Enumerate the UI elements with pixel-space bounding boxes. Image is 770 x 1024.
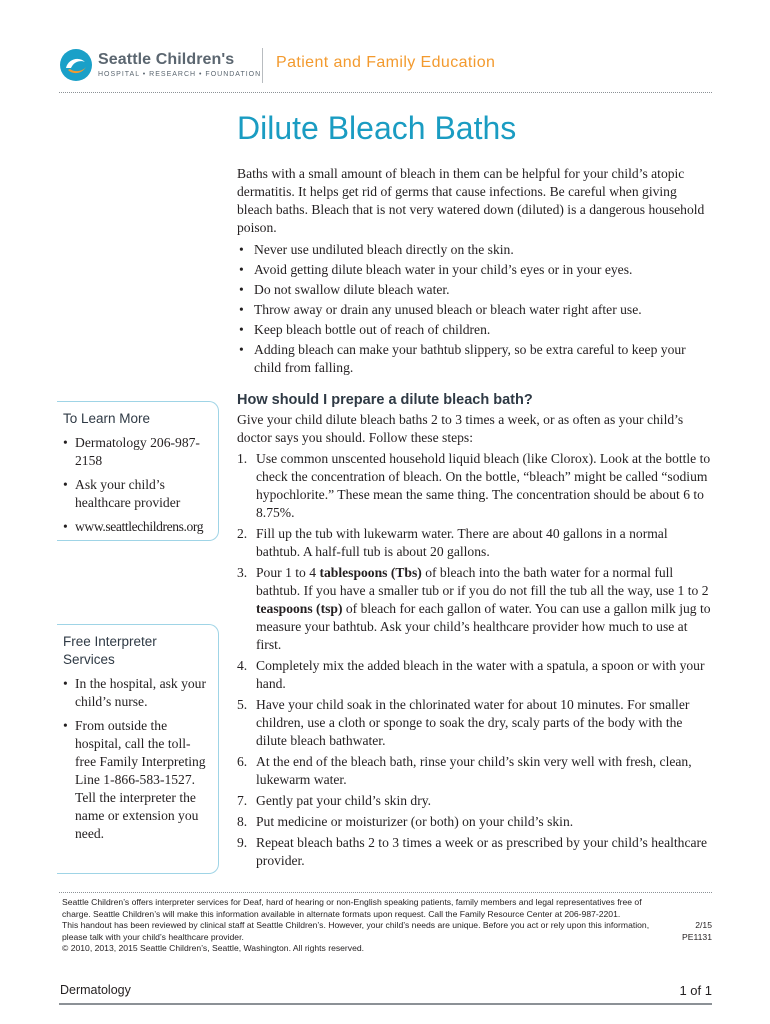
steps-list [237,450,715,870]
step-item: 7. Gently pat your child’s skin dry. [237,793,432,808]
footer-code [660,920,712,943]
learn-more-heading: To Learn More [63,411,151,426]
safety-list [237,241,715,377]
list-item: • Dermatology 206-987-2158 [63,434,210,470]
step-item: 6. At the end of the bleach bath, rinse your child’s skin very well with fresh, clean, lukewarm water. [237,754,692,787]
footer-rule [59,892,712,893]
footer-bar [59,1003,712,1005]
list-item: • Throw away or drain any unused bleach or bleach water right after use. [237,301,715,319]
learn-more-box [57,401,219,541]
header-divider [262,48,263,83]
step-item: 8. Put medicine or moisturizer (or both) on your child’s skin. [237,814,574,829]
list-item: • Ask your child’s healthcare provider [63,476,210,512]
steps-intro: Give your child dilute bleach baths 2 to 3 times a week, or as often as your child’s doctor says you should. Follow these steps: [237,412,684,445]
section-heading: How should I prepare a dilute bleach bath? [237,392,533,408]
list-item: • Avoid getting dilute bleach water in your child’s eyes or in your eyes. [237,261,715,279]
copyright: © 2010, 2013, 2015 Seattle Children’s, Seattle, Washington. All rights reserved. [62,943,365,953]
page-number: 1 of 1 [679,983,712,998]
list-item: • Do not swallow dilute bleach water. [237,281,715,299]
list-item: • Never use undiluted bleach directly on the skin. [237,241,715,259]
step-item: 3. Pour 1 to 4 tablespoons (Tbs) of bleach into the bath water for a normal full bathtub. If you have a smaller tub or if you do not fill the tub all the way, use 1 to 2 teaspoons (tsp) of bleach for each gallon of water. You can use a gallon milk jug to measure your bathtub. Ask your child’s healthcare provider how much to use at first. [237,565,711,652]
header-subtitle: Patient and Family Education [276,54,496,71]
interpreter-list [63,675,210,843]
list-item: • In the hospital, ask your child’s nurse. [63,675,210,711]
interpreter-box [57,624,219,874]
revision-date: 2/15 [695,920,712,930]
list-item: • Adding bleach can make your bathtub slippery, so be extra careful to keep your child from falling. [237,341,715,377]
org-logo [59,48,262,84]
list-item: • From outside the hospital, call the toll-free Family Interpreting Line 1-866-583-1527. Tell the interpreter the name or extension you need. [63,717,210,843]
department-label: Dermatology [60,983,131,997]
step-item: 5. Have your child soak in the chlorinated water for about 10 minutes. For smaller children, use a cloth or sponge to soak the dry, scaly parts of the body with the dilute bleach bathwater. [237,697,690,748]
review-notice: This handout has been reviewed by clinical staff at Seattle Children’s. However, your child’s needs are unique. Before you act or rely upon this information, please talk with your child’s healthcare provider. [62,920,650,942]
document-code: PE1131 [682,931,712,942]
website-link[interactable]: • www.seattlechildrens.org [63,518,210,536]
main-content [237,165,715,873]
org-tagline: HOSPITAL • RESEARCH • FOUNDATION [98,71,262,78]
step-item: 9. Repeat bleach baths 2 to 3 times a week or as prescribed by your child’s healthcare provider. [237,835,708,868]
interpreter-notice: Seattle Children’s offers interpreter services for Deaf, hard of hearing or non-English speaking patients, family members and legal representatives free of charge. Seattle Children’s will make this information available in alternate formats upon request. Call the Family Resource Center at 206-987-2201. [62,897,642,919]
step-item: 4. Completely mix the added bleach in the water with a spatula, a spoon or with your hand. [237,658,705,691]
list-item: • Keep bleach bottle out of reach of children. [237,321,715,339]
org-name: Seattle Children's [98,51,235,68]
header-rule [59,92,712,93]
footer-note [62,897,662,955]
intro-paragraph: Baths with a small amount of bleach in them can be helpful for your child’s atopic dermatitis. It helps get rid of germs that cause infections. Be careful when giving bleach baths. Bleach that is not very watered down (diluted) is a dangerous household poison. [237,166,705,235]
page-title: Dilute Bleach Baths [237,110,517,146]
learn-more-list [63,434,210,536]
step-item: 2. Fill up the tub with lukewarm water. There are about 40 gallons in a normal bathtub. A half-full tub is about 20 gallons. [237,526,668,559]
whale-logo-icon [59,48,93,82]
interpreter-heading: Free Interpreter Services [63,634,157,667]
step-item: 1. Use common unscented household liquid bleach (like Clorox). Look at the bottle to check the concentration of bleach. On the bottle, “bleach” might be called “sodium hypochlorite.” These mean the same thing. The concentration should be about 6 to 8.75%. [237,451,711,520]
